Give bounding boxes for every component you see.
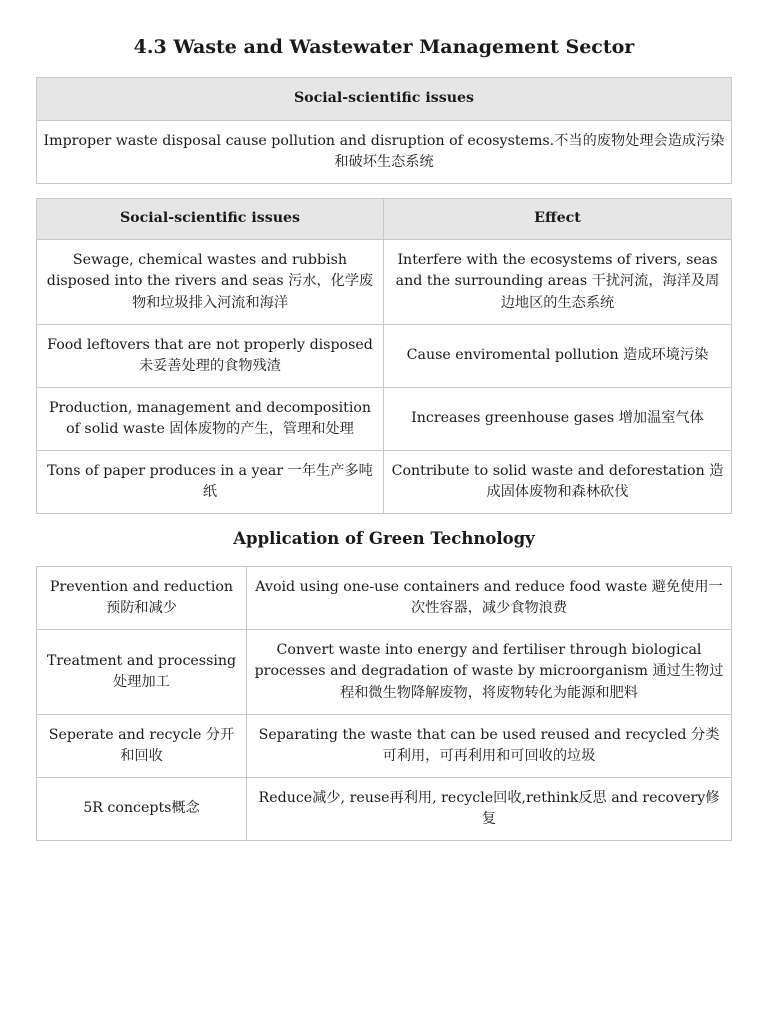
- issue-cell: Food leftovers that are not properly disposed 未妥善处理的食物残渣: [37, 325, 384, 388]
- table-row: [37, 451, 732, 514]
- issue-cell: Sewage, chemical wastes and rubbish disposed into the rivers and seas 污水，化学废物和垃圾排入河流和海洋: [37, 240, 384, 325]
- tech-desc-cell: Reduce减少, reuse再利用, recycle回收,rethink反思 and recovery修复: [247, 778, 732, 841]
- table-row: [37, 778, 732, 841]
- section-title: Application of Green Technology: [233, 529, 535, 548]
- tech-desc-cell: Separating the waste that can be used reused and recycled 分类可利用，可再利用和可回收的垃圾: [247, 715, 732, 778]
- table-row: [37, 325, 732, 388]
- tech-name-cell: Seperate and recycle 分开和回收: [37, 715, 247, 778]
- effects-table: [36, 198, 732, 514]
- tech-desc-cell: Avoid using one-use containers and reduce food waste 避免使用一次性容器，减少食物浪费: [247, 567, 732, 630]
- tech-name-cell: 5R concepts概念: [37, 778, 247, 841]
- effect-cell: Increases greenhouse gases 增加温室气体: [384, 388, 732, 451]
- effect-cell: Cause enviromental pollution 造成环境污染: [384, 325, 732, 388]
- table-row: [37, 240, 732, 325]
- effect-cell: Interfere with the ecosystems of rivers, seas and the surrounding areas 干扰河流，海洋及周边地区的生态系统: [384, 240, 732, 325]
- tech-name-cell: Prevention and reduction 预防和减少: [37, 567, 247, 630]
- issue-cell: Production, management and decomposition of solid waste 固体废物的产生，管理和处理: [37, 388, 384, 451]
- tech-name-cell: Treatment and processing 处理加工: [37, 630, 247, 715]
- issues-text: Improper waste disposal cause pollution and disruption of ecosystems.不当的废物处理会造成污染和破坏生态系统: [37, 121, 732, 184]
- issues-header: Social-scientific issues: [37, 78, 732, 121]
- issues-column-header: Social-scientific issues: [37, 199, 384, 240]
- tech-desc-cell: Convert waste into energy and fertiliser through biological processes and degradation of waste by microorganism 通过生物过程和微生物降解废物，将废物转化为能源和肥料: [247, 630, 732, 715]
- green-tech-table: [36, 566, 732, 841]
- effect-cell: Contribute to solid waste and deforestation 造成固体废物和森林砍伐: [384, 451, 732, 514]
- table-row: [37, 715, 732, 778]
- effect-column-header: Effect: [384, 199, 732, 240]
- effects-header-row: [37, 199, 732, 240]
- issue-cell: Tons of paper produces in a year 一年生产多吨纸: [37, 451, 384, 514]
- issues-table: [36, 77, 732, 184]
- page-title: 4.3 Waste and Wastewater Management Sector: [133, 36, 635, 58]
- table-row: [37, 630, 732, 715]
- table-row: [37, 388, 732, 451]
- table-row: [37, 567, 732, 630]
